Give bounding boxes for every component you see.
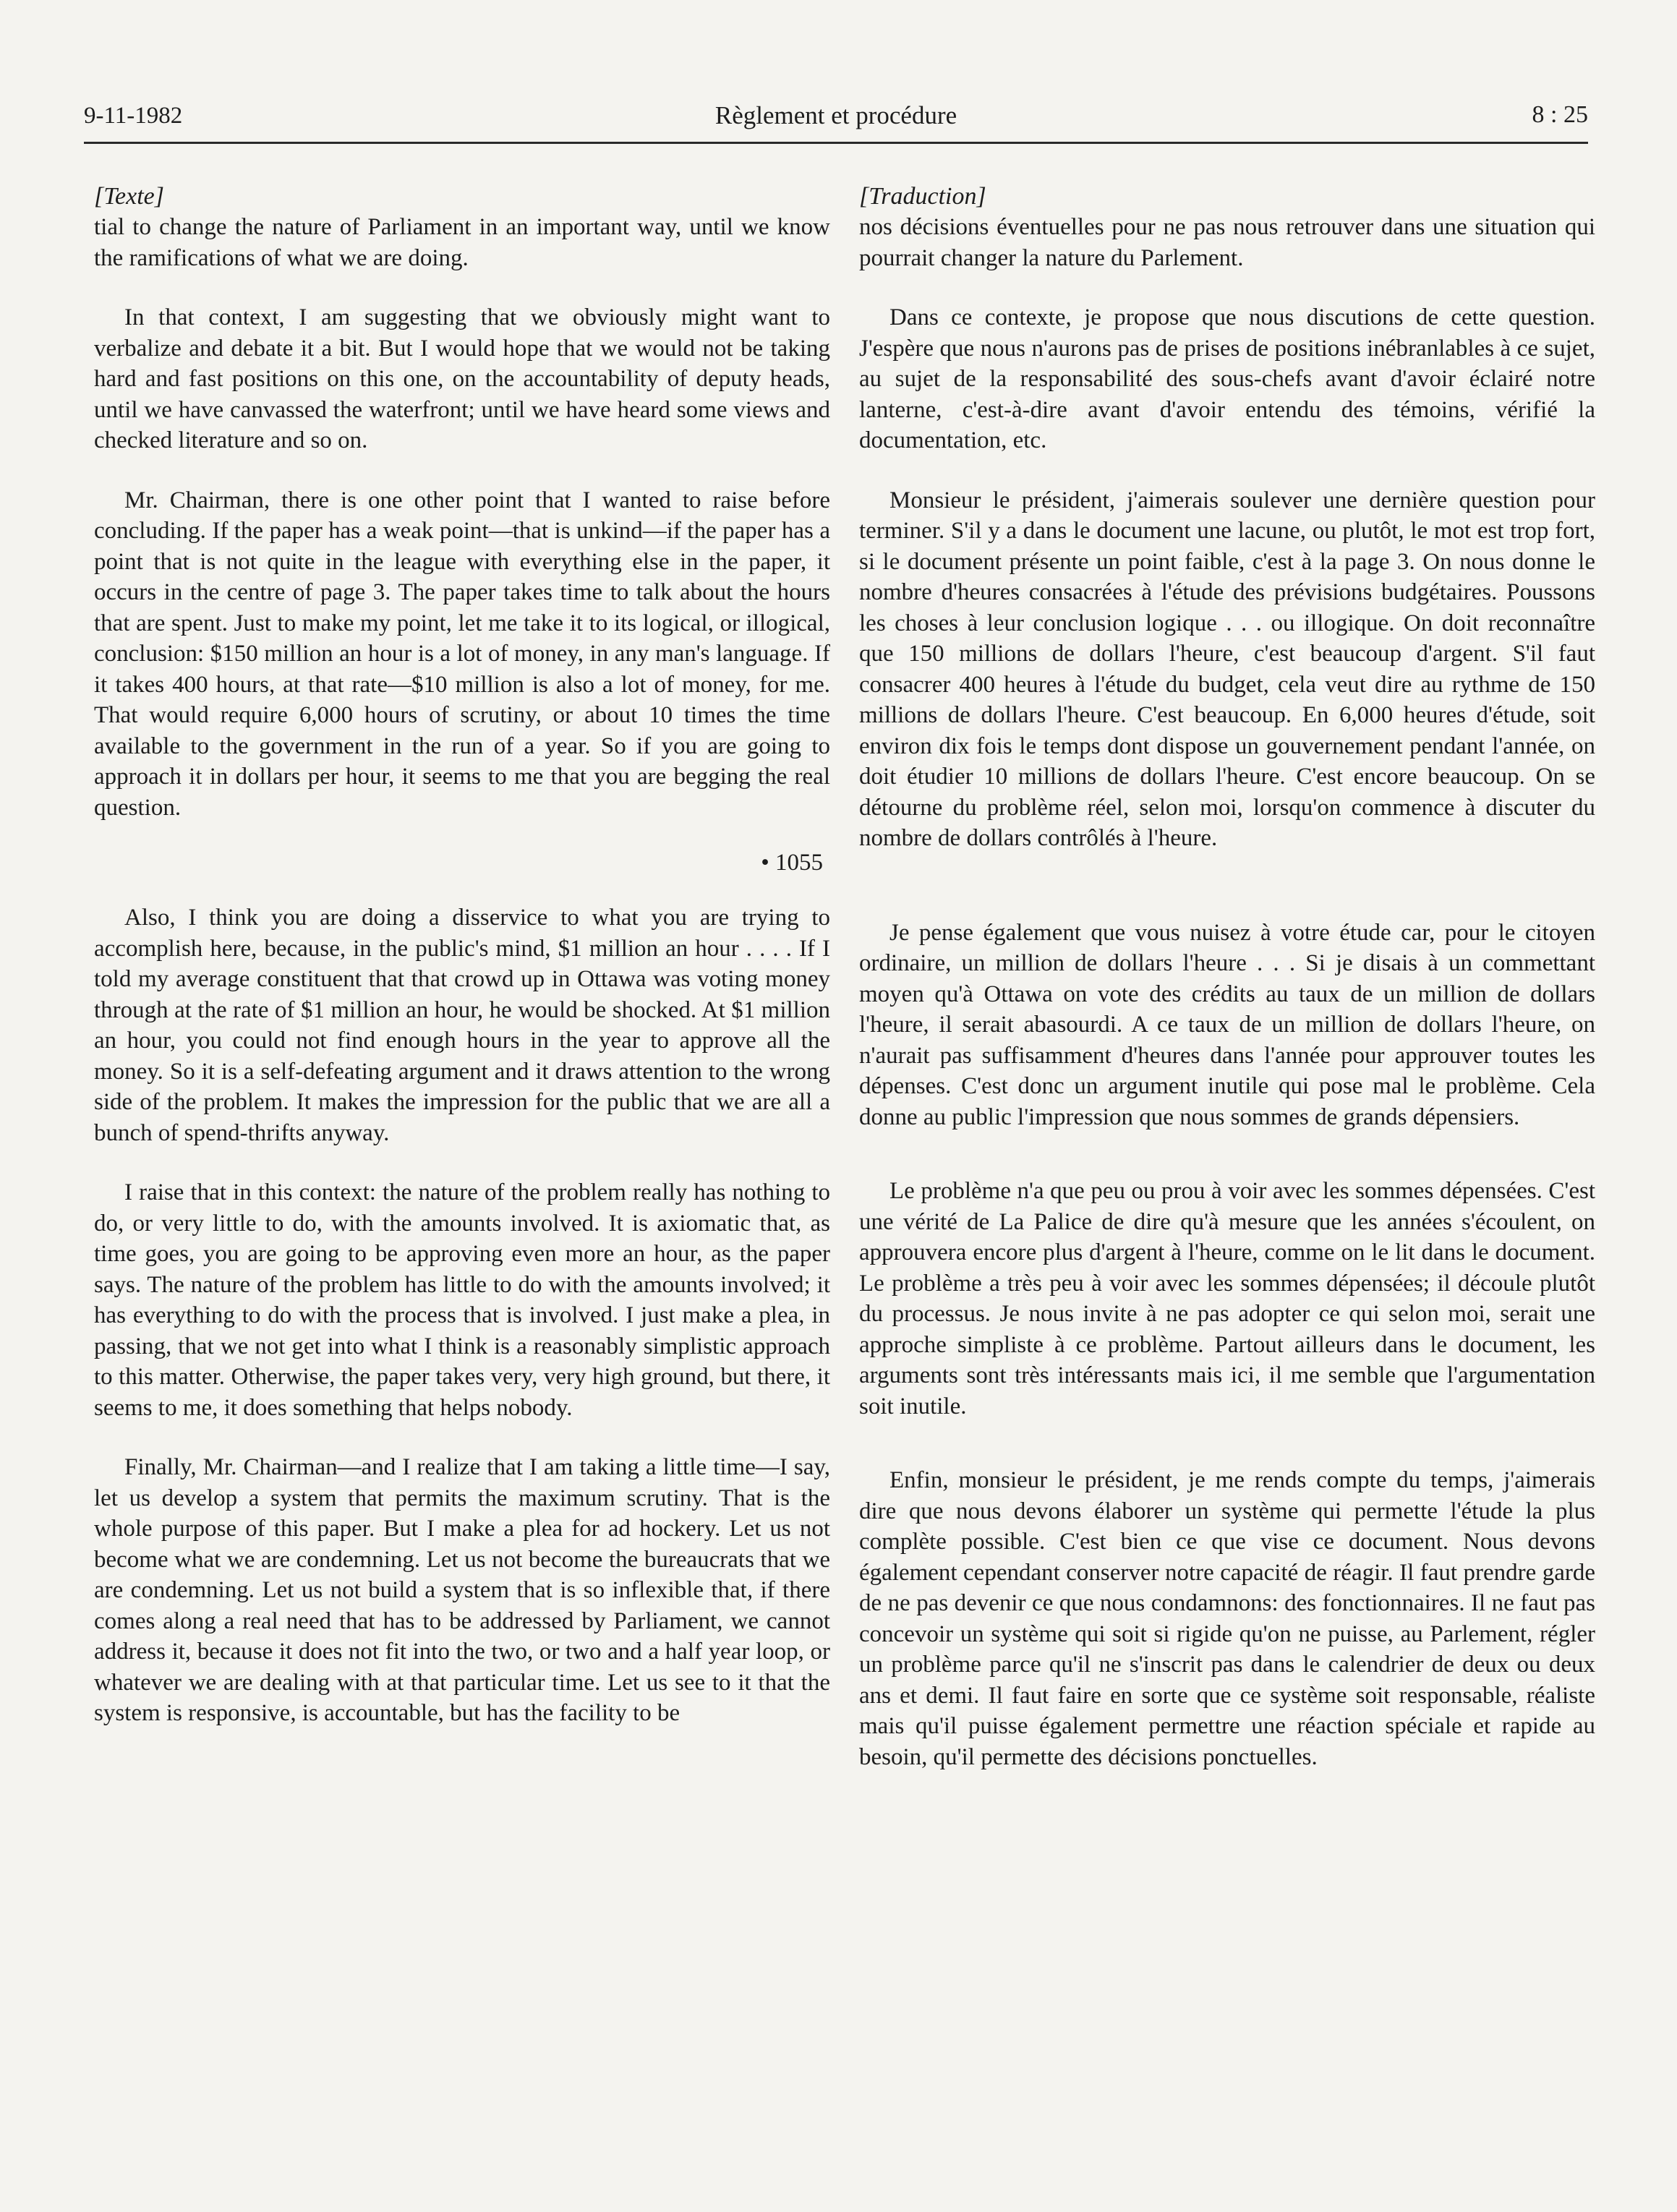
- left-paragraph-1: tial to change the nature of Parliament in an important way, until we know the ramifications of what we are doing.: [94, 214, 830, 271]
- column-label-texte: [Texte]: [94, 183, 164, 210]
- left-paragraph-4: Also, I think you are doing a disservice to what you are trying to accomplish here, because, in the public's mind, $1 million an hour . . . . If I told my average constituent that that crowd up in Ottawa was voting money through at the rate of $1 million an hour, he would be shocked. At $1 million an hour, you could not find enough hours in the year to approve all the money. So it is a self-defeating argument and it draws attention to the wrong side of the problem. It makes the impression for the public that we are all a bunch of spend-thrifts anyway.: [94, 905, 830, 1146]
- right-paragraph-6: Enfin, monsieur le président, je me rends compte du temps, j'aimerais dire que nous devons élaborer un système qui permette l'étude la plus complète possible. C'est bien ce que vise ce document. Nous devons également cependant conserver notre capacité de réagir. Il faut prendre garde de ne pas devenir ce que nous condamnons: des fonctionnaires. Il ne faut pas concevoir un système qui soit si rigide qu'on ne puisse, au Parlement, régler un problème parce qu'il ne s'inscrit pas dans le calendrier de deux ou deux ans et demi. Il faut faire en sorte que ce système soit responsable, réaliste mais qu'il puisse également permettre une réaction spéciale et rapide au besoin, qu'il permette des décisions ponctuelles.: [859, 1467, 1595, 1770]
- column-label-traduction: [Traduction]: [859, 183, 986, 210]
- left-paragraph-5: I raise that in this context: the nature of the problem really has nothing to do, or very little to do, with the amounts involved. It is axiomatic that, as time goes, you are going to be approving even more an hour, as the paper says. The nature of the problem has little to do with the amounts involved; it has everything to do with the process that is involved. I just make a plea, in passing, that we not get into what I think is a reasonably simplistic approach to this matter. Otherwise, the paper takes very, very high ground, but there, it seems to me, it does something that helps nobody.: [94, 1179, 830, 1421]
- right-paragraph-4: Je pense également que vous nuisez à votre étude car, pour le citoyen ordinaire, un million de dollars l'heure . . . Si je disais à un commettant moyen qu'à Ottawa on vote des crédits au taux de un million de dollars l'heure, il serait abasourdi. A ce taux de un million de dollars l'heure, on n'aurait pas suffisamment d'heures dans l'année pour approuver toutes les dépenses. C'est donc un argument inutile qui pose mal le problème. Cela donne au public l'impression que nous sommes de grands dépensiers.: [859, 919, 1595, 1130]
- right-paragraph-2: Dans ce contexte, je propose que nous discutions de cette question. J'espère que nous n'aurons pas de prises de positions inébranlables à ce sujet, au sujet de la responsabilité des sous-chefs avant d'avoir éclairé notre lanterne, c'est-à-dire avant d'avoir entendu des témoins, vérifié la documentation, etc.: [859, 304, 1595, 453]
- header-date: 9-11-1982: [84, 103, 183, 129]
- left-paragraph-6: Finally, Mr. Chairman—and I realize that I am taking a little time—I say, let us develop a system that permits the maximum scrutiny. That is the whole purpose of this paper. But I make a plea for ad hockery. Let us not become what we are condemning. Let us not become the bureaucrats that we are condemning. Let us not build a system that is so inflexible that, if there comes along a real need that has to be addressed by Parliament, we cannot address it, because it does not fit into the two, or two and a half year loop, or whatever we are dealing with at that particular time. Let us see to it that the system is responsive, is accountable, but has the facility to be: [94, 1454, 830, 1726]
- right-paragraph-3: Monsieur le président, j'aimerais soulever une dernière question pour terminer. S'il y a dans le document une lacune, ou plutôt, le mot est trop fort, si le document présente un point faible, c'est à la page 3. On nous donne le nombre d'heures consacrées à l'étude des prévisions budgétaires. Poussons les choses à leur conclusion logique . . . ou illogique. On doit reconnaître que 150 millions de dollars l'heure, c'est beaucoup d'argent. S'il faut consacrer 400 heures à l'étude du budget, cela veut dire au rythme de 150 millions de dollars l'heure. C'est beaucoup. En 6,000 heures d'étude, soit environ dix fois le temps dont dispose un gouvernement pendant l'année, on doit étudier 10 millions de dollars l'heure. C'est encore beaucoup. On se détourne du problème réel, selon moi, lorsqu'on commence à discuter du nombre de dollars contrôlés à l'heure.: [859, 487, 1595, 851]
- left-paragraph-3: Mr. Chairman, there is one other point that I wanted to raise before concluding. If the paper has a weak point—that is unkind—if the paper has a point that is not quite in the league with everything else in the paper, it occurs in the centre of page 3. The paper takes time to talk about the hours that are spent. Just to make my point, let me take it to its logical, or illogical, conclusion: $150 million an hour is a lot of money, in any man's language. If it takes 400 hours, at that rate—$10 million is also a lot of money, for me. That would require 6,000 hours of scrutiny, or about 10 times the time available to the government in the run of a year. So if you are going to approach it in dollars per hour, it seems to me that you are begging the real question.: [94, 487, 830, 821]
- page-header: [84, 95, 1588, 140]
- french-column: [859, 181, 1595, 1772]
- header-title: Règlement et procédure: [714, 101, 957, 129]
- right-paragraph-1: nos décisions éventuelles pour ne pas nous retrouver dans une situation qui pourrait changer la nature du Parlement.: [859, 214, 1595, 271]
- left-paragraph-2: In that context, I am suggesting that we obviously might want to verbalize and debate it a bit. But I would hope that we would not be taking hard and fast positions on this one, on the accountability of deputy heads, until we have canvassed the waterfront; until we have heard some views and checked literature and so on.: [94, 304, 830, 453]
- time-marker: • 1055: [761, 850, 823, 876]
- header-rule: [84, 142, 1588, 144]
- header-page-number: 8 : 25: [1532, 101, 1588, 128]
- english-column: [94, 181, 830, 1729]
- right-paragraph-5: Le problème n'a que peu ou prou à voir avec les sommes dépensées. C'est une vérité de La Palice de dire qu'à mesure que les années s'écoulent, on approuvera encore plus d'argent à l'heure, comme on le lit dans le document. Le problème a très peu à voir avec les sommes dépensées; il découle plutôt du processus. Je nous invite à ne pas adopter ce qui selon moi, serait une approche simpliste à ce problème. Partout ailleurs dans le document, les arguments sont très intéressants mais ici, il me semble que l'argumentation soit inutile.: [859, 1178, 1595, 1419]
